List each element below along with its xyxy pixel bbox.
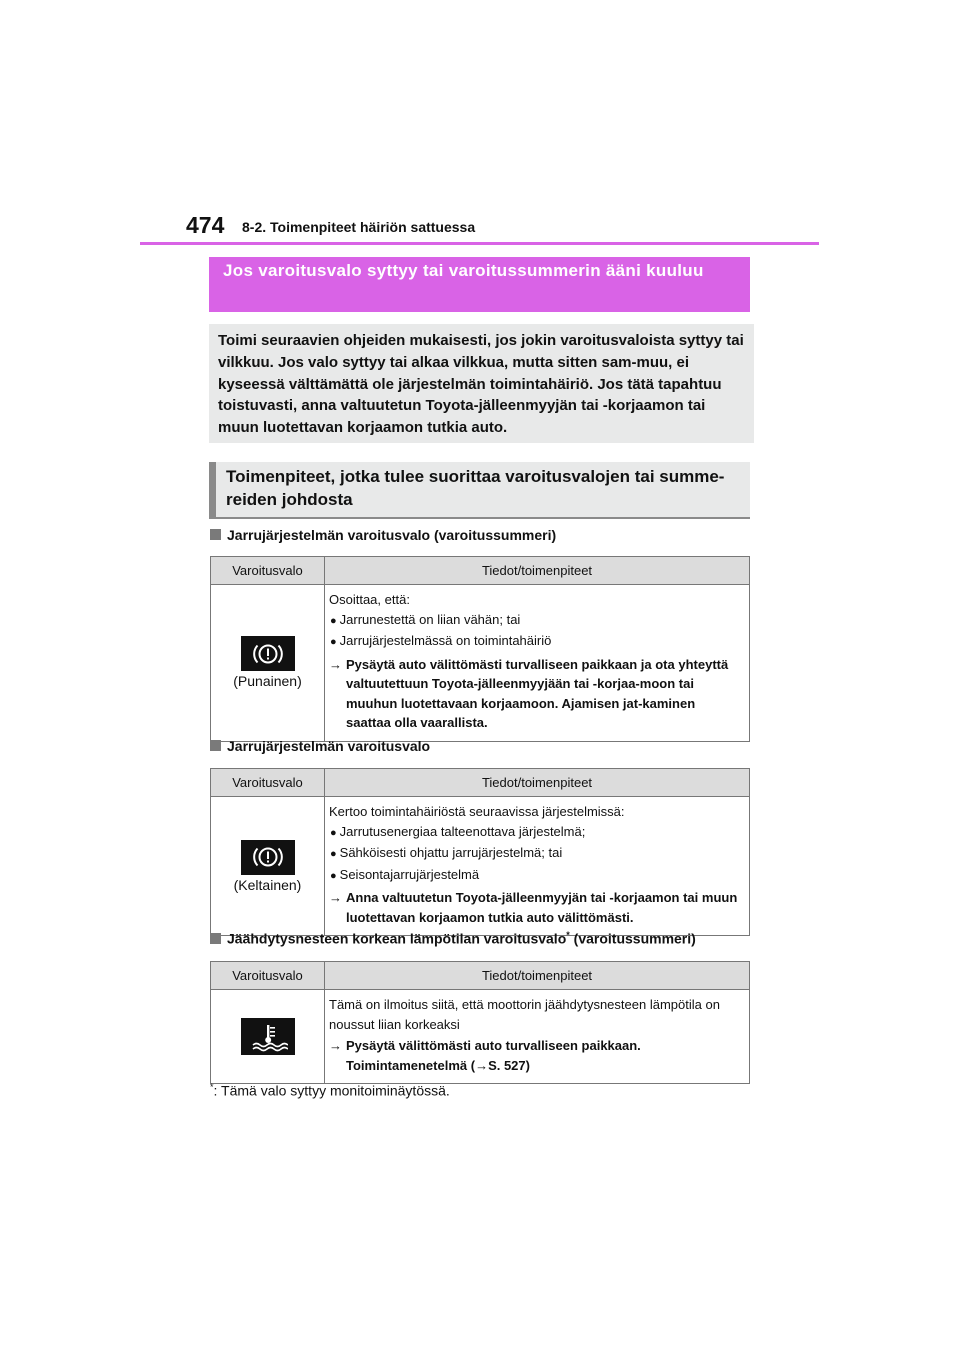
details-intro: Tämä on ilmoitus siitä, että moottorin jäähdytysnesteen lämpötila on noussut liian korkeaksi xyxy=(329,997,720,1032)
brake-warning-icon xyxy=(241,636,295,671)
arrow-icon: → xyxy=(329,656,342,672)
arrow-icon: → xyxy=(475,1057,489,1073)
action-text: → Anna valtuutetun Toyota-jälleenmyyjän tai -korjaamon tai muun luotettavan korjaamon tutkia auto välittömästi. xyxy=(329,890,738,925)
table-row xyxy=(211,797,750,936)
details-cell xyxy=(325,797,750,936)
section-heading: Jäähdytysnesteen korkean lämpötilan varoitusvalo* (varoitussummeri) xyxy=(210,930,696,947)
light-color-label: (Punainen) xyxy=(233,673,302,690)
bullet-item: ● Sähköisesti ohjattu jarrujärjestelmä; tai xyxy=(329,843,743,865)
main-heading: Jos varoitusvalo syttyy tai varoitussummerin ääni kuuluu xyxy=(209,257,750,312)
details-cell xyxy=(325,990,750,1084)
table-row xyxy=(211,990,750,1084)
column-header: Tiedot/toimenpiteet xyxy=(325,962,750,990)
brake-warning-icon xyxy=(241,840,295,875)
arrow-icon: → xyxy=(329,1038,342,1053)
column-header: Tiedot/toimenpiteet xyxy=(325,769,750,797)
column-header: Varoitusvalo xyxy=(211,557,325,585)
table-header-row xyxy=(211,557,750,585)
warning-light-cell xyxy=(211,585,325,742)
light-color-label: (Keltainen) xyxy=(233,876,302,893)
warning-table xyxy=(210,961,750,1084)
bullet-item: ● Jarrujärjestelmässä on toimintahäiriö xyxy=(329,631,743,653)
footnote: *: Tämä valo syttyy monitoiminäytössä. xyxy=(210,1082,450,1099)
square-bullet-icon xyxy=(210,529,221,540)
section-heading: Jarrujärjestelmän varoitusvalo xyxy=(210,738,430,754)
footnote-marker: * xyxy=(210,1082,214,1092)
action-text: → Pysäytä välittömästi auto turvalliseen paikkaan. Toimintamenetelmä (→S. 527) xyxy=(329,1038,641,1073)
warning-table xyxy=(210,768,750,936)
coolant-temperature-icon xyxy=(241,1018,295,1055)
table-header-row xyxy=(211,962,750,990)
arrow-icon: → xyxy=(329,890,342,905)
section-heading: Jarrujärjestelmän varoitusvalo (varoitussummeri) xyxy=(210,527,556,543)
subheading: Toimenpiteet, jotka tulee suorittaa varoitusvalojen tai summe-reiden johdosta xyxy=(209,462,750,519)
table-row xyxy=(211,585,750,742)
warning-light-cell xyxy=(211,990,325,1084)
bullet-item: ● Jarrunestettä on liian vähän; tai xyxy=(329,610,743,632)
header-divider xyxy=(140,242,819,245)
column-header: Tiedot/toimenpiteet xyxy=(325,557,750,585)
bullet-item: ● Jarrutusenergiaa talteenottava järjestelmä; xyxy=(329,822,743,844)
intro-text: Toimi seuraavien ohjeiden mukaisesti, jos jokin varoitusvaloista syttyy tai vilkkuu. Jos valo syttyy tai alkaa vilkkua, mutta sitten sam-muu, ei kyseessä välttämättä ole järjestelmän toimintahäiriö. Jos tätä tapahtuu toistuvasti, anna valtuutetun Toyota-jälleenmyyjän tai -korjaamon tai muun luotettavan korjaamon tutkia auto. xyxy=(209,324,754,443)
column-header: Varoitusvalo xyxy=(211,769,325,797)
details-intro: Osoittaa, että: xyxy=(329,592,410,607)
action-text: → Pysäytä auto välittömästi turvalliseen paikkaan ja ota yhteyttä valtuutettuun Toyota-jälleenmyyjään tai -korjaa-moon tai muuhun luotettavaan korjaamoon. Ajamisen jat-kaminen saattaa olla vaarallista. xyxy=(329,656,729,730)
bullet-item: ● Seisontajarrujärjestelmä xyxy=(329,865,743,887)
details-cell xyxy=(325,585,750,742)
page-number: 474 xyxy=(186,212,225,238)
warning-table xyxy=(210,556,750,742)
column-header: Varoitusvalo xyxy=(211,962,325,990)
section-title: 8-2. Toimenpiteet häiriön sattuessa xyxy=(242,219,476,235)
footnote-marker: * xyxy=(566,930,570,940)
square-bullet-icon xyxy=(210,740,221,751)
square-bullet-icon xyxy=(210,933,221,944)
warning-light-cell xyxy=(211,797,325,936)
table-header-row xyxy=(211,769,750,797)
details-intro: Kertoo toimintahäiriöstä seuraavissa järjestelmissä: xyxy=(329,804,625,819)
